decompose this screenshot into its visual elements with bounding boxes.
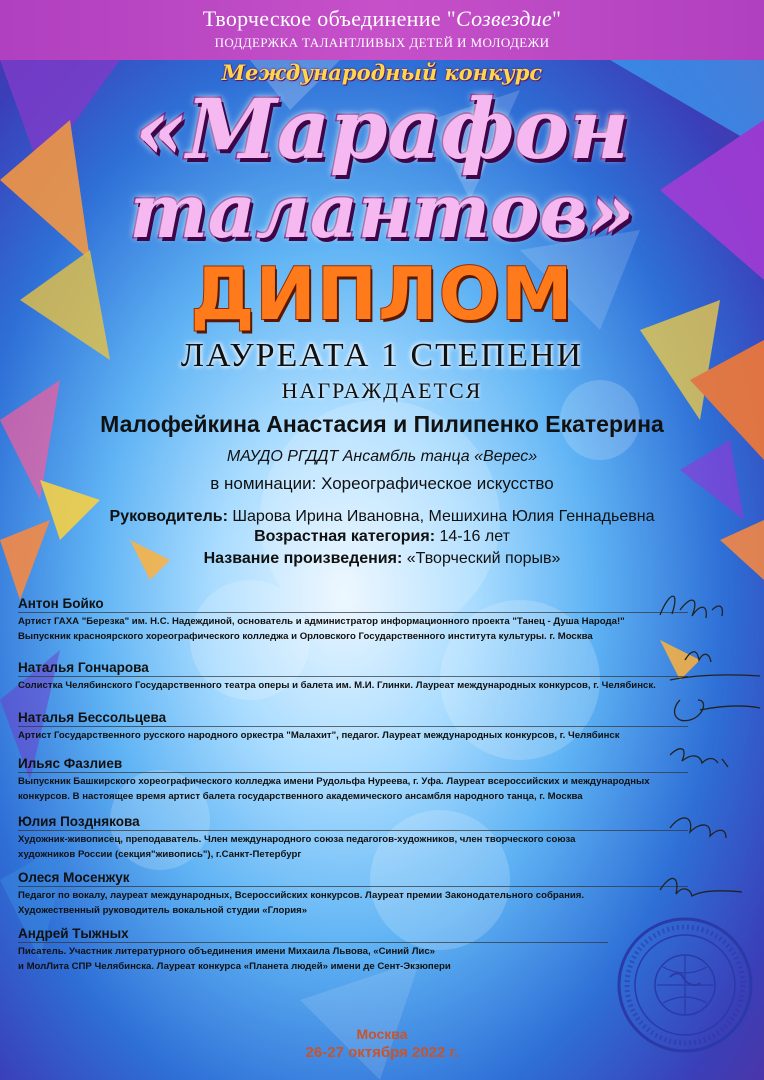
event-city: Москва: [356, 1026, 408, 1042]
jury-description: Писатель. Участник литературного объединения имени Михаила Львова, «Синий Лис»: [18, 946, 436, 957]
divider: [18, 772, 688, 773]
signature-pozdnyakova: [670, 818, 726, 838]
jury-description: Педагог по вокалу, лауреат международных, Всероссийских конкурсов. Лауреат премии Законодательного собрания.: [18, 890, 585, 901]
contest-title-line1: «Марафон: [134, 82, 630, 178]
divider: [18, 886, 688, 887]
jury-name: Наталья Гончарова: [18, 660, 149, 675]
divider: [18, 612, 688, 613]
jury-name: Юлия Позднякова: [18, 814, 140, 829]
divider: [18, 830, 688, 831]
signature-goncharova: [670, 652, 760, 680]
event-dates: 26-27 октября 2022 г.: [305, 1044, 459, 1061]
signature-fazliev: [670, 749, 728, 767]
leader-line: Руководитель: Шарова Ирина Ивановна, Мешихина Юлия Геннадьевна: [109, 508, 655, 525]
organization-tagline: ПОДДЕРЖКА ТАЛАНТЛИВЫХ ДЕТЕЙ И МОЛОДЕЖИ: [214, 35, 550, 50]
jury-description: Артист Государственного русского народного оркестра "Малахит", педагог. Лауреат международных конкурсов, г. Челябинск: [18, 730, 620, 741]
signature-mosenzhuk: [660, 878, 742, 896]
recipient-names: Малофейкина Анастасия и Пилипенко Екатерина: [100, 411, 664, 437]
institution: МАУДО РГДДТ Ансамбль танца «Верес»: [226, 448, 538, 465]
jury-description: Художественный руководитель вокальной студии «Глория»: [18, 905, 308, 916]
jury-name: Ильяс Фазлиев: [18, 756, 123, 771]
jury-description: Выпускник красноярского хореографического колледжа и Орловского Государственного института культуры. г. Москва: [18, 631, 593, 642]
jury-name: Олеся Мосенжук: [18, 870, 130, 885]
jury-description: Артист ГАХА "Березка" им. Н.С. Надеждиной, основатель и администратор информационного проекта "Танец - Душа Народа!": [18, 616, 625, 627]
organization-name: Творческое объединение "Созвездие": [202, 6, 562, 31]
divider: [18, 676, 688, 677]
header-banner: [0, 0, 764, 60]
signature-bessoltseva: [675, 700, 760, 721]
laureate-degree: ЛАУРЕАТА 1 СТЕПЕНИ: [180, 337, 584, 374]
work-title-line: Название произведения: «Творческий порыв»: [203, 550, 561, 567]
jury-description: Солистка Челябинского Государственного театра оперы и балета им. М.И. Глинки. Лауреат международных конкурсов, г. Челябинск.: [18, 680, 656, 691]
jury-description: художников России (секция"живопись"), г.Санкт-Петербург: [18, 849, 302, 860]
age-category-line: Возрастная категория: 14-16 лет: [254, 528, 510, 545]
nomination: в номинации: Хореографическое искусство: [210, 474, 554, 493]
jury-description: Художник-живописец, преподаватель. Член международного союза педагогов-художников, член творческого союза: [18, 834, 576, 845]
jury-description: конкурсов. В настоящее время артист балета государственного академического ансамбля народного танца, г. Москва: [18, 791, 583, 802]
diploma-title: ДИПЛОМ: [190, 252, 574, 336]
jury-description: Выпускник Башкирского хореографического колледжа имени Рудольфа Нуреева, г. Уфа. Лауреат всероссийских и международных: [18, 776, 650, 787]
awarded-heading: НАГРАЖДАЕТСЯ: [281, 378, 483, 403]
jury-name: Наталья Бессольцева: [18, 710, 167, 725]
contest-title-line2: талантов»: [129, 169, 635, 255]
contest-type: Международный конкурс: [221, 60, 543, 85]
divider: [18, 942, 608, 943]
jury-name: Антон Бойко: [18, 596, 104, 611]
jury-name: Андрей Тыжных: [18, 926, 129, 941]
divider: [18, 726, 688, 727]
jury-description: и МолЛита СПР Челябинска. Лауреат конкурса «Планета людей» имени де Сент-Экзюпери: [18, 961, 451, 972]
signature-boyko: [660, 596, 722, 618]
